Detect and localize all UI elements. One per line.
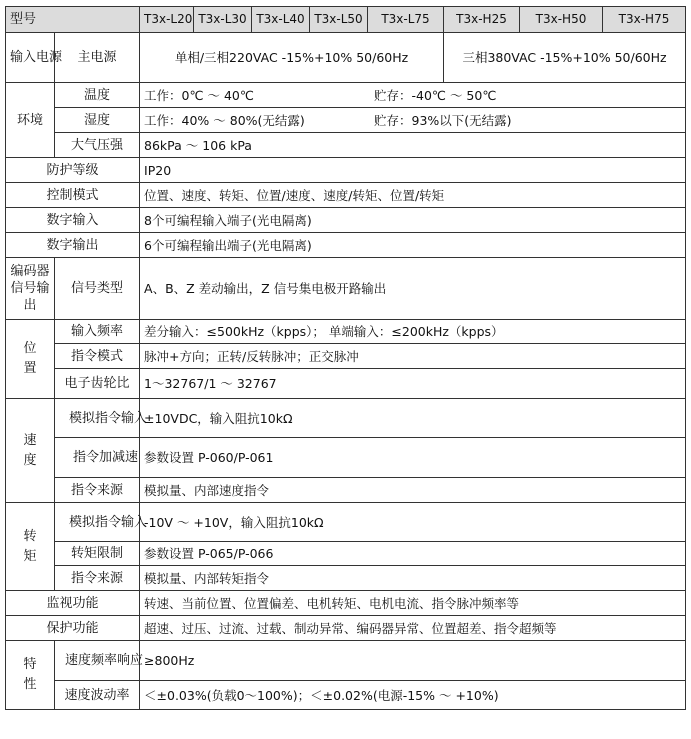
digital-input-row — [6, 208, 686, 233]
model-t3x-h25: T3x-H25 — [444, 7, 520, 33]
accel-decel-row — [6, 438, 686, 478]
speed-analog-value: ±10VDC，输入阻抗10kΩ — [140, 399, 686, 438]
characteristics-category: 特性 — [6, 641, 55, 710]
speed-analog-row — [6, 399, 686, 438]
pressure-row — [6, 133, 686, 158]
humidity-row — [6, 108, 686, 133]
torque-analog-value: -10V ～ +10V，输入阻抗10kΩ — [140, 503, 686, 542]
torque-source-row — [6, 566, 686, 591]
accel-decel-value: 参数设置 P-060/P-061 — [140, 438, 686, 478]
humidity-value — [140, 108, 686, 133]
three-phase-value: 三相380VAC -15%+10% 50/60Hz — [444, 33, 686, 83]
protection-level-row — [6, 158, 686, 183]
digital-output-row — [6, 233, 686, 258]
monitoring-row — [6, 591, 686, 616]
single-phase-value: 单相/三相220VAC -15%+10% 50/60Hz — [140, 33, 444, 83]
input-freq-label: 输入频率 — [55, 320, 140, 344]
freq-response-label: 速度频率响应 — [55, 641, 140, 681]
main-power-label: 主电源 — [55, 33, 140, 83]
monitoring-label: 监视功能 — [6, 591, 140, 616]
torque-source-label: 指令来源 — [55, 566, 140, 591]
model-t3x-l40: T3x-L40 — [252, 7, 310, 33]
protection-row — [6, 616, 686, 641]
command-mode-label: 指令模式 — [55, 344, 140, 369]
fluctuation-value: ＜±0.03%(负载0～100%)；＜±0.02%(电源-15% ～ +10%) — [140, 681, 686, 710]
digital-input-value: 8个可编程输入端子(光电隔离) — [140, 208, 686, 233]
torque-limit-value: 参数设置 P-065/P-066 — [140, 542, 686, 566]
control-mode-label: 控制模式 — [6, 183, 140, 208]
input-freq-row — [6, 320, 686, 344]
header-row — [6, 7, 686, 33]
position-category: 位置 — [6, 320, 55, 399]
digital-input-label: 数字输入 — [6, 208, 140, 233]
humidity-label: 湿度 — [55, 108, 140, 133]
protection-label: 保护功能 — [6, 616, 140, 641]
protection-value: 超速、过压、过流、过载、制动异常、编码器异常、位置超差、指令超频等 — [140, 616, 686, 641]
model-t3x-l50: T3x-L50 — [310, 7, 368, 33]
fluctuation-row — [6, 681, 686, 710]
temperature-value — [140, 83, 686, 108]
model-t3x-h50: T3x-H50 — [520, 7, 603, 33]
signal-type-label: 信号类型 — [55, 258, 140, 320]
speed-source-value: 模拟量、内部速度指令 — [140, 478, 686, 503]
torque-limit-label: 转矩限制 — [55, 542, 140, 566]
digital-output-value: 6个可编程输出端子(光电隔离) — [140, 233, 686, 258]
freq-response-value: ≥800Hz — [140, 641, 686, 681]
protection-level-value: IP20 — [140, 158, 686, 183]
model-t3x-l75: T3x-L75 — [368, 7, 444, 33]
torque-analog-label: 模拟指令输入 — [55, 503, 140, 542]
input-power-row — [6, 33, 686, 83]
torque-source-value: 模拟量、内部转矩指令 — [140, 566, 686, 591]
environment-category: 环境 — [6, 83, 55, 158]
speed-source-row — [6, 478, 686, 503]
freq-response-row — [6, 641, 686, 681]
control-mode-row — [6, 183, 686, 208]
accel-decel-label: 指令加减速 — [55, 438, 140, 478]
temperature-storage: 贮存：-40℃ ～ 50℃ — [374, 87, 497, 103]
pressure-label: 大气压强 — [55, 133, 140, 158]
encoder-output-category: 编码器信号输出 — [6, 258, 55, 320]
gear-ratio-row — [6, 369, 686, 399]
model-t3x-l30: T3x-L30 — [194, 7, 252, 33]
pressure-value: 86kPa ～ 106 kPa — [140, 133, 686, 158]
signal-type-value: A、B、Z 差动输出，Z 信号集电极开路输出 — [140, 258, 686, 320]
speed-analog-label: 模拟指令输入 — [55, 399, 140, 438]
model-t3x-h75: T3x-H75 — [603, 7, 686, 33]
speed-source-label: 指令来源 — [55, 478, 140, 503]
torque-limit-row — [6, 542, 686, 566]
gear-ratio-label: 电子齿轮比 — [55, 369, 140, 399]
speed-category: 速度 — [6, 399, 55, 503]
humidity-work: 工作：40% ～ 80%(无结露) — [144, 112, 305, 128]
temperature-work: 工作：0℃ ～ 40℃ — [144, 87, 254, 103]
encoder-output-row — [6, 258, 686, 320]
control-mode-value: 位置、速度、转矩、位置/速度、速度/转矩、位置/转矩 — [140, 183, 686, 208]
command-mode-value: 脉冲+方向；正转/反转脉冲；正交脉冲 — [140, 344, 686, 369]
torque-category: 转矩 — [6, 503, 55, 591]
fluctuation-label: 速度波动率 — [55, 681, 140, 710]
gear-ratio-value: 1～32767/1 ～ 32767 — [140, 369, 686, 399]
humidity-storage: 贮存：93%以下(无结露) — [374, 112, 512, 128]
input-freq-value: 差分输入：≤500kHz（kpps）； 单端输入：≤200kHz（kpps） — [140, 320, 686, 344]
digital-output-label: 数字输出 — [6, 233, 140, 258]
input-power-category: 输入电源 — [6, 33, 55, 83]
monitoring-value: 转速、当前位置、位置偏差、电机转矩、电机电流、指令脉冲频率等 — [140, 591, 686, 616]
temperature-row — [6, 83, 686, 108]
torque-analog-row — [6, 503, 686, 542]
model-t3x-l20: T3x-L20 — [140, 7, 194, 33]
spec-table — [5, 6, 686, 710]
temperature-label: 温度 — [55, 83, 140, 108]
protection-level-label: 防护等级 — [6, 158, 140, 183]
command-mode-row — [6, 344, 686, 369]
model-label: 型号 — [6, 7, 140, 33]
